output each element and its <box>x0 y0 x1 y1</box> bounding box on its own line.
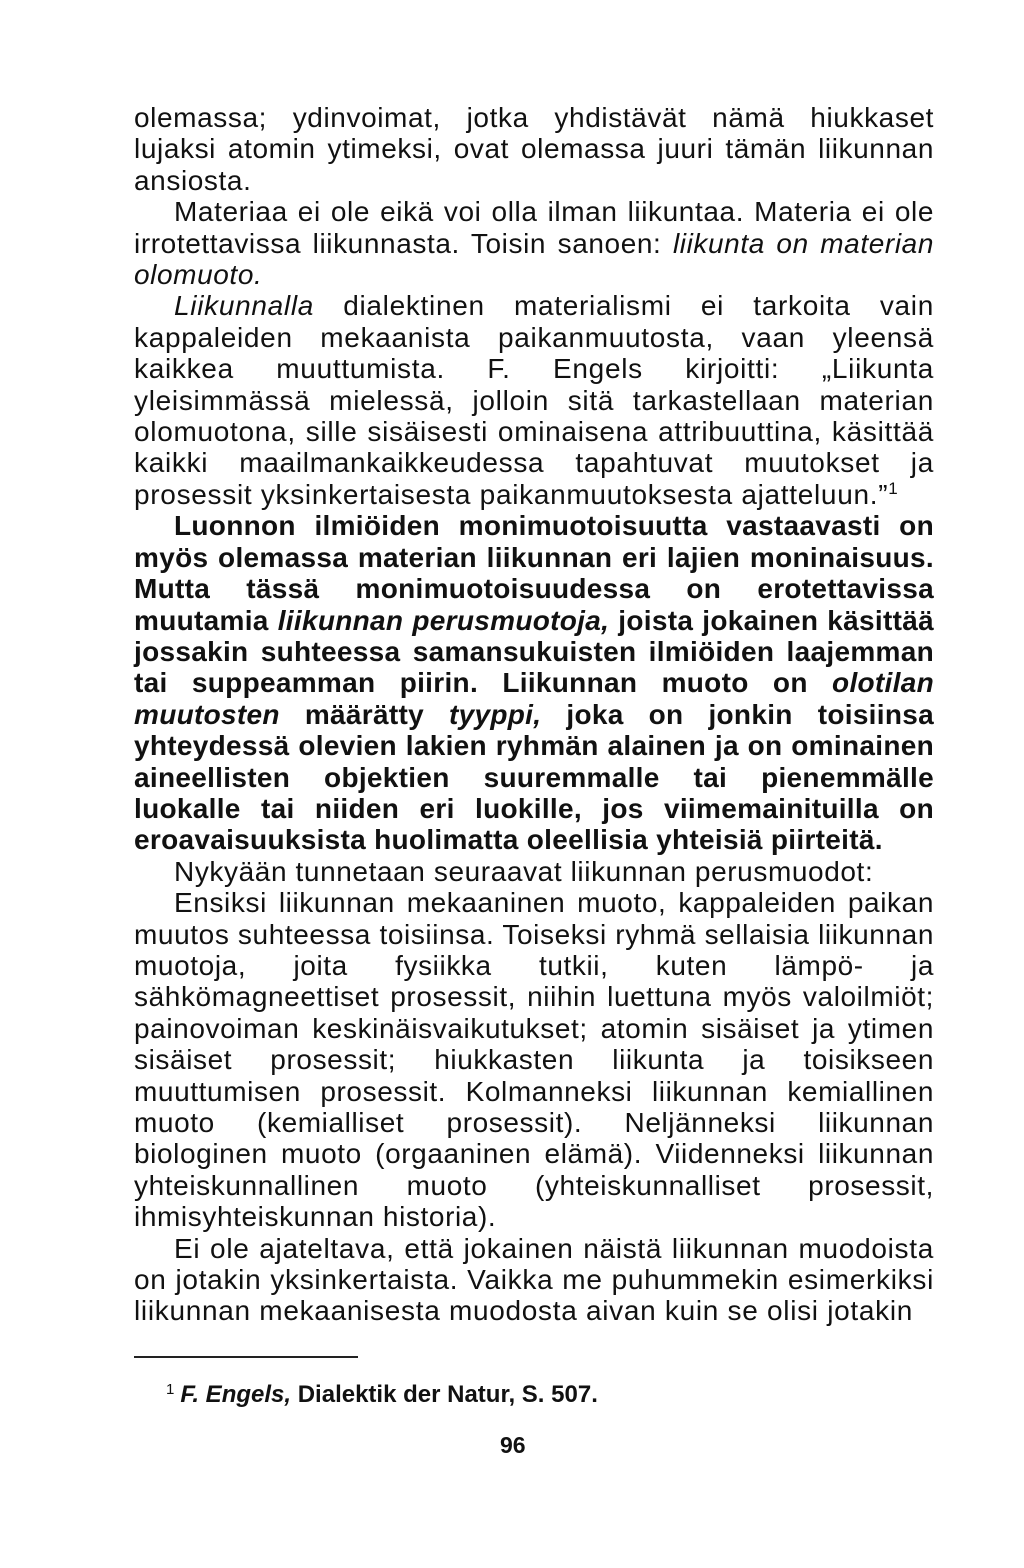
paragraph-1 <box>134 102 934 196</box>
paragraph-3 <box>134 290 934 510</box>
footnote-reference: 1 <box>888 478 899 498</box>
paragraph-3-text: dialektinen materialismi ei tarkoita vain kappaleiden mekaanista paikanmuutosta, vaan yleensä kaikkea muuttumista. F. Engels kirjoitti: „Liikunta yleisimmässä mielessä, jolloin sitä tarkastellaan materian olomuotona, sille sisäisesti ominaisena attribuuttina, käsittää kaikki maailmankaikkeudessa tapahtuvat muutokset ja prosessit yksinkertaisesta paikanmuutoksesta ajatteluun.” <box>134 290 934 510</box>
paragraph-4-text-b: joista jokainen käsittää jossakin suhteessa samansukuisten ilmiöiden laajemman tai suppeamman piirin. Liikunnan muoto on <box>134 604 934 699</box>
footnote-mark: 1 <box>166 1381 175 1398</box>
paragraph-4-text-c: määrätty <box>279 698 449 730</box>
paragraph-6-text: Ensiksi liikunnan mekaaninen muoto, kappaleiden paikan muutos suhteessa toisiinsa. Toiseksi ryhmä sellaisia liikunnan muotoja, joita fysiikka tutkii, kuten lämpö- ja sähkömagneettiset prosessit, niihin luettuna myös valoilmiöt; painovoiman keskinäisvaikutukset; atomin sisäiset ja ytimen sisäiset prosessit; hiukkasten liikunta ja toisikseen muuttumisen prosessit. Kolmanneksi liikunnan kemiallinen muoto (kemialliset prosessit). Neljänneksi liikunnan biologinen muoto (orgaaninen elämä). Viidenneksi liikunnan yhteiskunnallinen muoto (yhteiskunnalliset prosessit, ihmisyhteiskunnan historia). <box>134 887 934 1233</box>
paragraph-2-text: Materiaa ei ole eikä voi olla ilman liikuntaa. Materia ei ole irrotettavissa liikunnasta. Toisin sanoen: <box>134 196 934 259</box>
paragraph-4-emphasis-a: liikunnan perusmuotoja, <box>277 604 610 636</box>
paragraph-4-emphasis-b: olotilan muutosten <box>134 667 934 730</box>
body-text <box>134 102 934 1327</box>
paragraph-5 <box>134 856 934 887</box>
paragraph-1-text: olemassa; ydinvoimat, jotka yhdistävät nämä hiukkaset lujaksi atomin ytimeksi, ovat olemassa juuri tämän liikunnan ansiosta. <box>134 102 934 196</box>
paragraph-6 <box>134 887 934 1232</box>
paragraph-7 <box>134 1233 934 1327</box>
paragraph-4-text-a: Luonnon ilmiöiden monimuotoisuutta vastaavasti on myös olemassa materian liikunnan eri lajien moninaisuus. Mutta tässä monimuotoisuudessa on erotettavissa muutamia <box>134 510 934 636</box>
paragraph-4-emphasis-c: tyyppi, <box>449 698 542 730</box>
paragraph-4 <box>134 510 934 855</box>
paragraph-3-emphasis: Liikunnalla <box>174 290 315 322</box>
page-number: 96 <box>500 1432 526 1458</box>
paragraph-2 <box>134 196 934 290</box>
footnote-source: Dialektik der Natur, S. 507. <box>291 1381 598 1408</box>
paragraph-5-text: Nykyään tunnetaan seuraavat liikunnan perusmuodot: <box>174 855 874 887</box>
footnote <box>166 1380 866 1410</box>
footnote-author: F. Engels, <box>180 1381 292 1408</box>
paragraph-4-text-d: joka on jonkin toisiinsa yhteydessä olevien lakien ryhmän alainen ja on ominainen aineellisten objektien suuremmalle tai pienemmälle luokalle tai niiden eri luokille, jos viimemainituilla on eroavaisuuksista huolimatta oleellisia yhteisiä piirteitä. <box>134 698 934 856</box>
footnote-divider <box>134 1356 358 1358</box>
paragraph-2-emphasis: liikunta on materian olomuoto. <box>134 227 934 291</box>
paragraph-7-text: Ei ole ajateltava, että jokainen näistä liikunnan muodoista on jotakin yksinkertaista. Vaikka me puhummekin esimerkiksi liikunnan mekaanisesta muodosta aivan kuin se olisi jotakin <box>134 1232 934 1327</box>
